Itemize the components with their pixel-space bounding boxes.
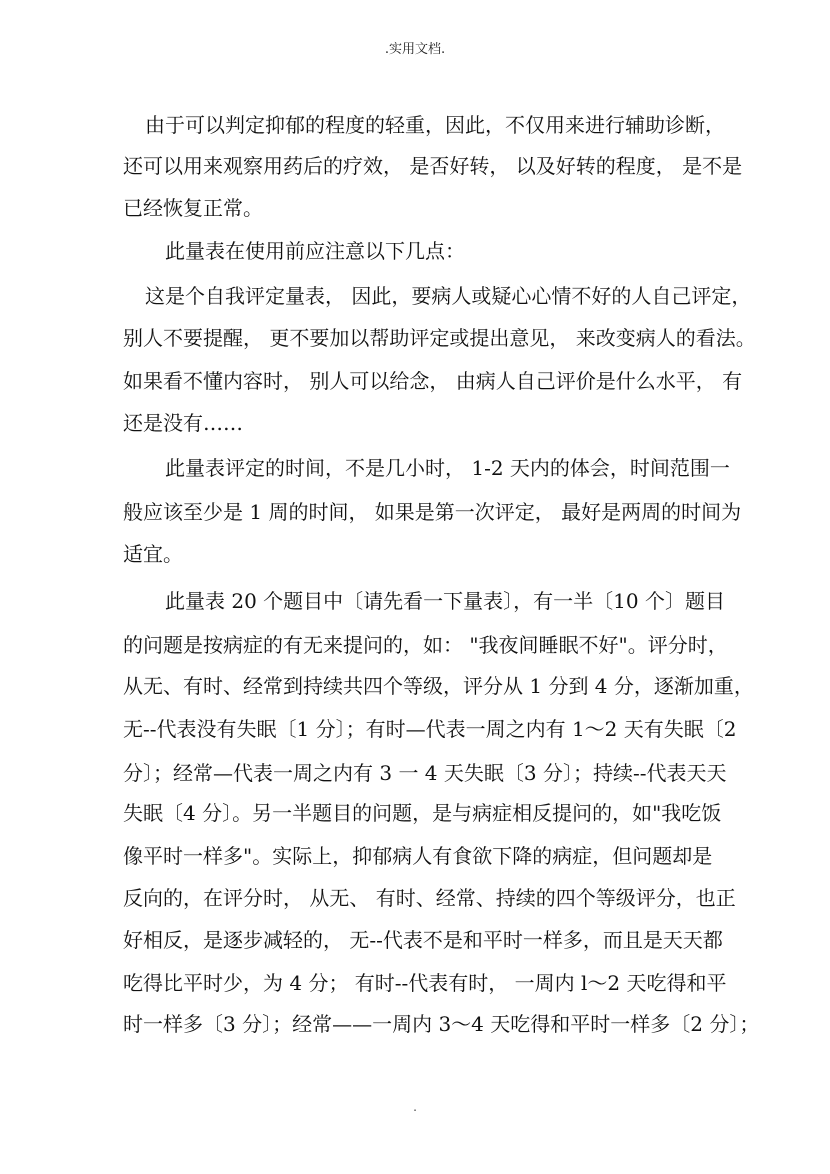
paragraph-line: 适宜。 [123, 542, 183, 566]
paragraph-line: 时一样多〔3 分〕；经常——一周内 3～4 天吃得和平时一样多〔2 分〕； [123, 1012, 760, 1036]
paragraph-line: 分〕；经常—代表一周之内有 3 一 4 天失眠〔3 分〕；持续--代表天天 [123, 761, 727, 785]
paragraph-line: 的问题是按病症的有无来提问的，如： "我夜间睡眠不好"。评分时， [123, 633, 728, 657]
paragraph-line: 般应该至少是 1 周的时间， 如果是第一次评定， 最好是两周的时间为 [123, 500, 742, 524]
paragraph-line: 无--代表没有失眠〔1 分〕；有时—代表一周之内有 1～2 天有失眠〔2 [123, 717, 737, 741]
paragraph-line: 从无、有时、经常到持续共四个等级，评分从 1 分到 4 分，逐渐加重， [123, 674, 754, 698]
paragraph-line: 像平时一样多"。实际上，抑郁病人有食欲下降的病症，但问题却是 [123, 844, 713, 868]
paragraph-line: 好相反，是逐步减轻的， 无--代表不是和平时一样多，而且是天天都 [123, 928, 723, 952]
page-header: .实用文档. [384, 42, 446, 57]
page-footer: . [413, 1100, 417, 1114]
paragraph-line: 还可以用来观察用药后的疗效， 是否好转， 以及好转的程度， 是不是 [123, 154, 743, 178]
paragraph-line: 别人不要提醒， 更不要加以帮助评定或提出意见， 来改变病人的看法。 [123, 326, 756, 350]
paragraph-line: 如果看不懂内容时， 别人可以给念， 由病人自己评价是什么水平， 有 [123, 369, 743, 393]
paragraph-line: 已经恢复正常。 [123, 196, 263, 220]
paragraph-line: 此量表 20 个题目中〔请先看一下量表〕，有一半〔10 个〕题目 [165, 589, 725, 613]
paragraph-line: 还是没有…… [123, 411, 243, 435]
paragraph-line: 吃得比平时少，为 4 分； 有时--代表有时， 一周内 l～2 天吃得和平 [123, 971, 727, 995]
paragraph-line: 此量表评定的时间，不是几小时， 1-2 天内的体会，时间范围一 [165, 456, 730, 480]
paragraph-line: 这是个自我评定量表， 因此，要病人或疑心心情不好的人自己评定， [145, 284, 752, 308]
paragraph-line: 由于可以判定抑郁的程度的轻重，因此，不仅用来进行辅助诊断， [145, 113, 725, 137]
paragraph-line: 此量表在使用前应注意以下几点： [165, 239, 465, 263]
paragraph-line: 反向的，在评分时， 从无、 有时、经常、持续的四个等级评分，也正 [123, 886, 736, 910]
paragraph-line: 失眠〔4 分〕。另一半题目的问题，是与病症相反提问的，如"我吃饭 [123, 801, 722, 825]
